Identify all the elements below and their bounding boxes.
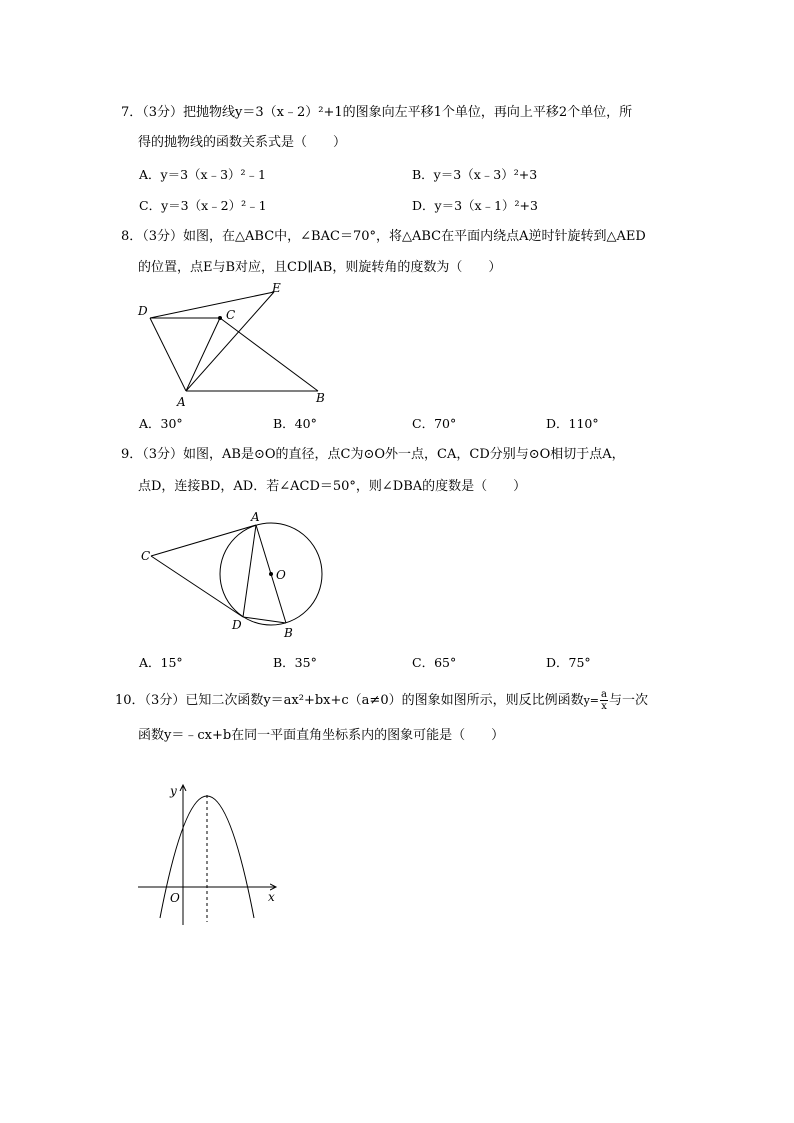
q8-point-C — [218, 316, 222, 320]
q8-segment-DE — [150, 292, 274, 318]
q9-tangent-CD — [151, 556, 243, 617]
q9-circle-diagram — [136, 505, 336, 645]
q10-stem-line2: 函数y＝﹣cx+b在同一平面直角坐标系内的图象可能是（ ） — [138, 728, 505, 743]
q8-option-c[interactable]: C．70° — [412, 416, 457, 431]
q9-option-d[interactable]: D．75° — [546, 655, 591, 670]
q8-option-d[interactable]: D．110° — [546, 416, 599, 431]
q10-figure — [130, 780, 290, 930]
q9-label-B: B — [284, 626, 293, 640]
q8-label-D: D — [138, 304, 148, 318]
q8-figure — [130, 280, 340, 410]
q9-stem-line2: 点D，连接BD，AD．若∠ACD＝50°，则∠DBA的度数是（ ） — [138, 479, 527, 494]
q8-segment-DA — [150, 318, 186, 391]
q8-segment-AE — [186, 292, 274, 391]
q10-label-O: O — [170, 891, 180, 905]
q7-option-d[interactable]: D．y＝3（x﹣1）²+3 — [412, 198, 538, 213]
q7-option-c[interactable]: C．y＝3（x﹣2）²﹣1 — [139, 198, 267, 213]
q10-parabola-graph — [130, 780, 290, 930]
q7-option-a[interactable]: A．y＝3（x﹣3）²﹣1 — [139, 167, 267, 182]
q8-label-E: E — [272, 281, 281, 295]
q10-fraction-prefix: y= — [583, 694, 600, 707]
q9-option-c[interactable]: C．65° — [412, 655, 457, 670]
q9-label-D: D — [232, 618, 242, 632]
q9-label-A: A — [251, 510, 260, 524]
q9-figure — [136, 505, 336, 645]
q9-tangent-CA — [151, 525, 256, 556]
q8-triangle-diagram — [130, 280, 340, 410]
q10-label-y: y — [170, 784, 177, 798]
q10-stem-line1 — [115, 689, 648, 712]
q9-label-C: C — [141, 549, 151, 563]
q9-option-b[interactable]: B．35° — [273, 655, 317, 670]
q9-segment-AD — [243, 525, 256, 617]
q8-segment-CB — [220, 318, 318, 391]
q10-fraction-denominator: x — [601, 701, 607, 712]
q8-label-A: A — [177, 395, 186, 409]
q8-stem-line2: 的位置，点E与B对应，且CD∥AB，则旋转角的度数为（ ） — [138, 260, 502, 275]
q10-stem-line1-part-b: 与一次 — [609, 693, 649, 708]
q7-stem-line1: 7．（3分）把抛物线y＝3（x﹣2）²+1的图象向左平移1个单位，再向上平移2个单位，所 — [121, 105, 633, 120]
q9-label-O: O — [276, 568, 286, 582]
q10-stem-line1-part-a: 10．（3分）已知二次函数y＝ax²+bx+c（a≠0）的图象如图所示，则反比例函数 — [115, 693, 584, 708]
q10-fraction-numerator: a — [601, 689, 607, 700]
q8-option-b[interactable]: B．40° — [273, 416, 317, 431]
q10-label-x: x — [268, 890, 275, 904]
q7-option-b[interactable]: B．y＝3（x﹣3）²+3 — [412, 167, 538, 182]
q9-option-a[interactable]: A．15° — [139, 655, 183, 670]
q8-option-a[interactable]: A．30° — [139, 416, 183, 431]
q8-label-C: C — [226, 308, 236, 322]
q9-point-O — [269, 572, 273, 576]
q8-label-B: B — [316, 391, 325, 405]
q9-stem-line1: 9．（3分）如图，AB是⊙O的直径，点C为⊙O外一点，CA，CD分别与⊙O相切于点A， — [121, 447, 625, 462]
q10-fraction-a-over-x — [600, 689, 608, 712]
q7-stem-line2: 得的抛物线的函数关系式是（ ） — [138, 135, 347, 150]
q8-segment-AC — [186, 318, 220, 391]
q8-stem-line1: 8．（3分）如图，在△ABC中，∠BAC＝70°，将△ABC在平面内绕点A逆时针旋转到△AED — [121, 229, 646, 244]
